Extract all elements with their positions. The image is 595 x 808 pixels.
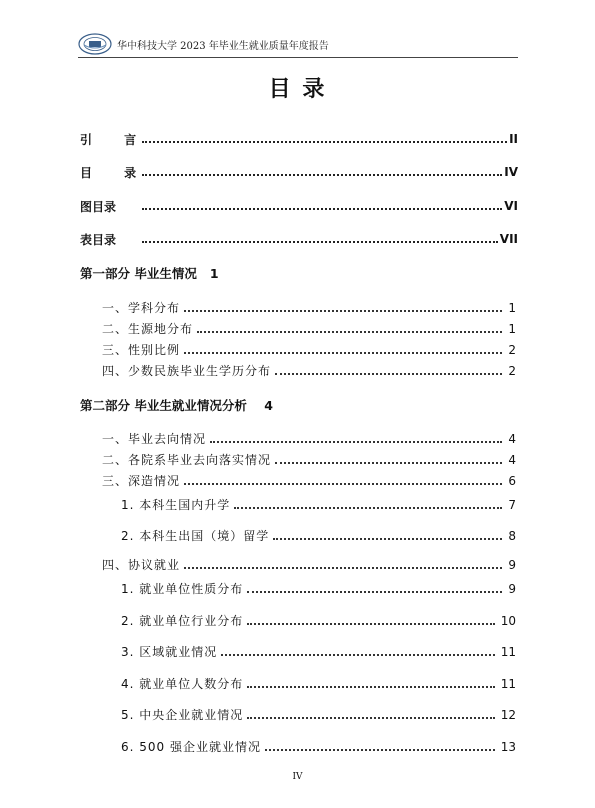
subsection-page: 11 <box>500 645 516 659</box>
toc-subsection[interactable] <box>121 612 516 629</box>
university-seal-icon <box>78 33 112 55</box>
toc-section[interactable] <box>102 320 516 337</box>
section-page: 1 <box>508 322 516 336</box>
section-label: 三、深造情况 <box>102 474 181 488</box>
section-label: 四、协议就业 <box>102 558 181 572</box>
section-page: 4 <box>508 432 516 446</box>
page-header <box>78 33 518 57</box>
toc-section[interactable] <box>102 362 516 379</box>
toc-entry-label: 图目录 <box>80 199 117 214</box>
section-page: 4 <box>508 453 516 467</box>
dot-leader <box>247 717 494 719</box>
dot-leader <box>234 507 502 509</box>
toc-subsection[interactable] <box>121 675 516 692</box>
toc-part-2[interactable] <box>80 396 273 414</box>
section-page: 2 <box>508 343 516 357</box>
toc-entry-page: II <box>509 132 518 146</box>
section-label: 二、生源地分布 <box>102 322 194 336</box>
section-label: 一、学科分布 <box>102 301 181 315</box>
subsection-page: 7 <box>508 498 516 512</box>
dot-leader <box>184 483 502 485</box>
subsection-label: 6. 500 强企业就业情况 <box>121 740 261 754</box>
part-title: 第二部分 毕业生就业情况分析 <box>80 398 247 413</box>
dot-leader <box>142 141 507 143</box>
toc-subsection[interactable] <box>121 580 516 597</box>
header-divider <box>78 57 518 58</box>
subsection-page: 9 <box>508 582 516 596</box>
subsection-label: 1. 就业单位性质分布 <box>121 582 244 596</box>
part-title: 第一部分 毕业生情况 <box>80 266 197 281</box>
toc-entry-figure-list[interactable] <box>80 198 518 214</box>
section-page: 9 <box>508 558 516 572</box>
toc-section[interactable] <box>102 341 516 358</box>
dot-leader <box>184 352 502 354</box>
dot-leader <box>184 310 502 312</box>
toc-entry-page: VI <box>504 199 518 213</box>
part-page: 1 <box>209 266 219 281</box>
toc-entry-table-list[interactable] <box>80 231 518 247</box>
toc-section[interactable] <box>102 556 516 573</box>
toc-subsection[interactable] <box>121 643 516 660</box>
toc-entry-page: IV <box>504 165 518 179</box>
subsection-label: 2. 就业单位行业分布 <box>121 614 244 628</box>
section-page: 2 <box>508 364 516 378</box>
section-page: 6 <box>508 474 516 488</box>
dot-leader <box>275 373 502 375</box>
subsection-page: 12 <box>500 708 516 722</box>
subsection-page: 13 <box>500 740 516 754</box>
dot-leader <box>247 591 502 593</box>
toc-entry-label: 目 录 <box>80 165 151 180</box>
dot-leader <box>210 441 502 443</box>
dot-leader <box>184 567 502 569</box>
toc-subsection[interactable] <box>121 706 516 723</box>
subsection-page: 10 <box>500 614 516 628</box>
dot-leader <box>221 654 494 656</box>
toc-section[interactable] <box>102 472 516 489</box>
header-title: 华中科技大学 2023 年毕业生就业质量年度报告 <box>117 41 329 52</box>
toc-part-1[interactable] <box>80 264 219 282</box>
subsection-label: 2. 本科生出国（境）留学 <box>121 529 270 543</box>
section-page: 1 <box>508 301 516 315</box>
dot-leader <box>247 623 494 625</box>
toc-subsection[interactable] <box>121 496 516 513</box>
toc-section[interactable] <box>102 430 516 447</box>
toc-subsection[interactable] <box>121 527 516 544</box>
part-page: 4 <box>264 398 273 413</box>
subsection-page: 11 <box>500 677 516 691</box>
toc-entry-label: 表目录 <box>80 232 117 247</box>
subsection-label: 1. 本科生国内升学 <box>121 498 231 512</box>
toc-section[interactable] <box>102 299 516 316</box>
page-number: IV <box>292 772 303 782</box>
toc-entry-label: 引 言 <box>80 132 151 147</box>
section-label: 一、毕业去向情况 <box>102 432 207 446</box>
toc-subsection[interactable] <box>121 738 516 755</box>
page-title: 目 录 <box>268 77 327 102</box>
subsection-label: 5. 中央企业就业情况 <box>121 708 244 722</box>
section-label: 四、少数民族毕业生学历分布 <box>102 364 272 378</box>
dot-leader <box>265 749 495 751</box>
toc-entry-page: VII <box>499 232 518 246</box>
dot-leader <box>142 174 502 176</box>
toc-entry-contents[interactable] <box>80 164 518 180</box>
toc-section[interactable] <box>102 451 516 468</box>
dot-leader <box>142 241 498 243</box>
section-label: 三、性别比例 <box>102 343 181 357</box>
section-label: 二、各院系毕业去向落实情况 <box>102 453 272 467</box>
subsection-label: 4. 就业单位人数分布 <box>121 677 244 691</box>
dot-leader <box>275 462 502 464</box>
subsection-page: 8 <box>508 529 516 543</box>
toc-entry-introduction[interactable] <box>80 131 518 147</box>
dot-leader <box>247 686 494 688</box>
subsection-label: 3. 区域就业情况 <box>121 645 218 659</box>
dot-leader <box>197 331 502 333</box>
dot-leader <box>273 538 502 540</box>
dot-leader <box>142 208 502 210</box>
